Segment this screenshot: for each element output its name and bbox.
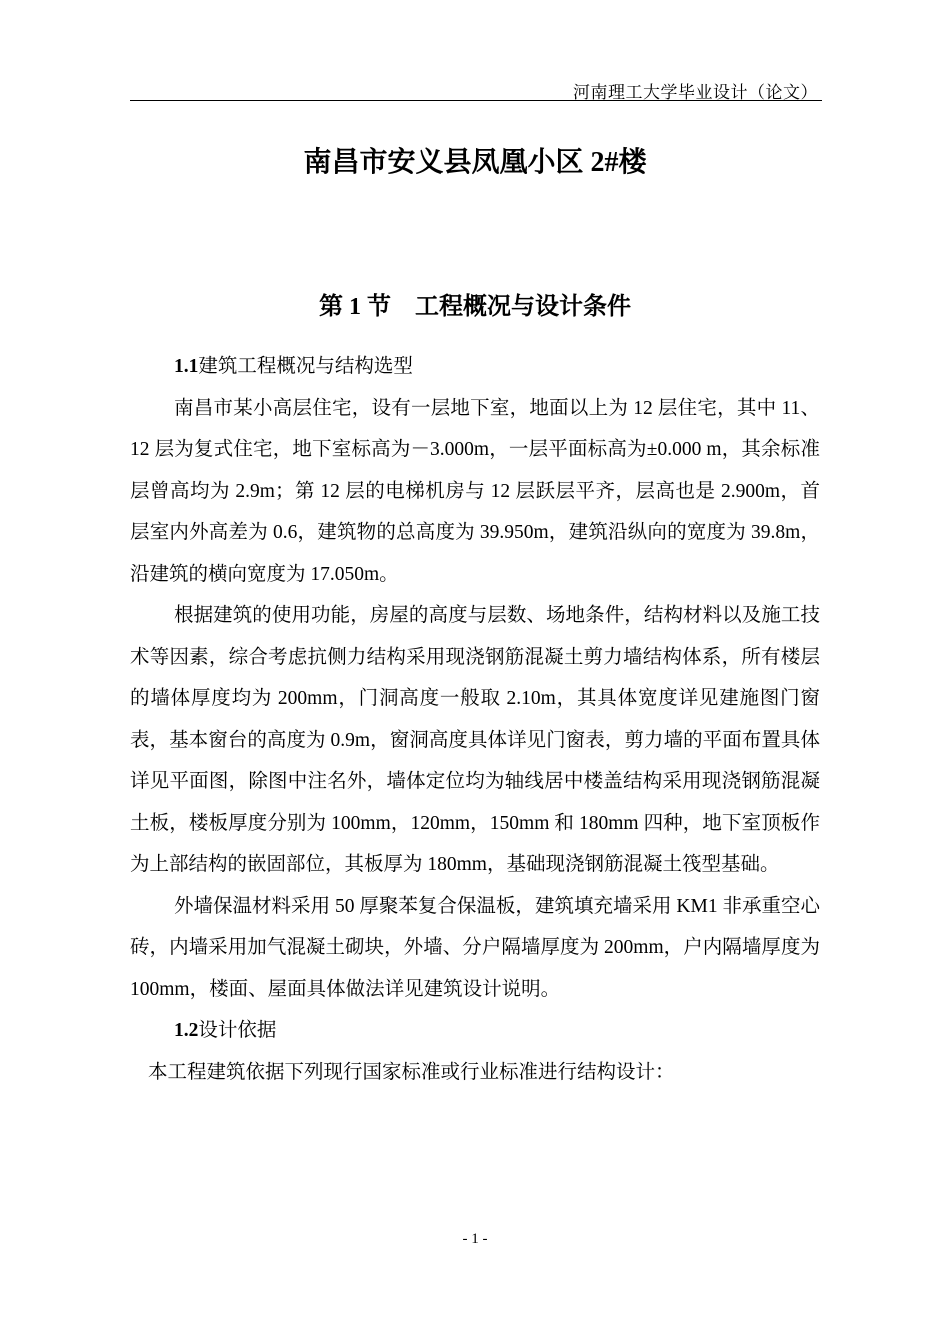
paragraph-overview: 南昌市某小高层住宅，设有一层地下室，地面以上为 12 层住宅，其中 11、12 层为复式住宅，地下室标高为－3.000m，一层平面标高为±0.000 m，其余标准层曾高均为 2.9m；第 12 层的电梯机房与 12 层跃层平齐，层高也是 2.900m，首层室内外高差为 0.6，建筑物的总高度为 39.950m，建筑沿纵向的宽度为 39.8m，沿建筑的横向宽度为 17.050m。 (130, 397, 820, 585)
running-header: 河南理工大学毕业设计（论文） (573, 83, 818, 102)
header-rule (130, 100, 822, 101)
paragraph-design-basis: 本工程建筑依据下列现行国家标准或行业标准进行结构设计： (148, 1061, 675, 1083)
subsection-heading-1-1 (130, 346, 820, 388)
subsection-title: 建筑工程概况与结构选型 (198, 356, 413, 377)
subsection-number: 1.1 (174, 356, 199, 377)
document-body (130, 346, 820, 1093)
subsection-heading-1-2 (130, 1010, 820, 1052)
paragraph-structure: 根据建筑的使用功能，房屋的高度与层数、场地条件，结构材料以及施工技术等因素，综合考虑抗侧力结构采用现浇钢筋混凝土剪力墙结构体系，所有楼层的墙体厚度均为 200mm，门洞高度一般取 2.10m，其具体宽度详见建施图门窗表，基本窗台的高度为 0.9m，窗洞高度具体详见门窗表，剪力墙的平面布置具体详见平面图，除图中注名外，墙体定位均为轴线居中楼盖结构采用现浇钢筋混凝土板，楼板厚度分别为 100mm，120mm，150mm 和 180mm 四种，地下室顶板作为上部结构的嵌固部位，其板厚为 180mm，基础现浇钢筋混凝土筏型基础。 (130, 605, 820, 875)
subsection-title: 设计依据 (198, 1020, 277, 1041)
page-number: - 1 - (462, 1231, 488, 1247)
subsection-number: 1.2 (174, 1020, 199, 1041)
document-title: 南昌市安义县凤凰小区 2#楼 (303, 147, 647, 178)
paragraph-materials: 外墙保温材料采用 50 厚聚苯复合保温板，建筑填充墙采用 KM1 非承重空心砖，内墙采用加气混凝土砌块，外墙、分户隔墙厚度为 200mm，户内隔墙厚度为 100mm，楼面、屋面具体做法详见建筑设计说明。 (130, 895, 820, 1000)
section-heading: 第 1 节 工程概况与设计条件 (319, 294, 631, 320)
